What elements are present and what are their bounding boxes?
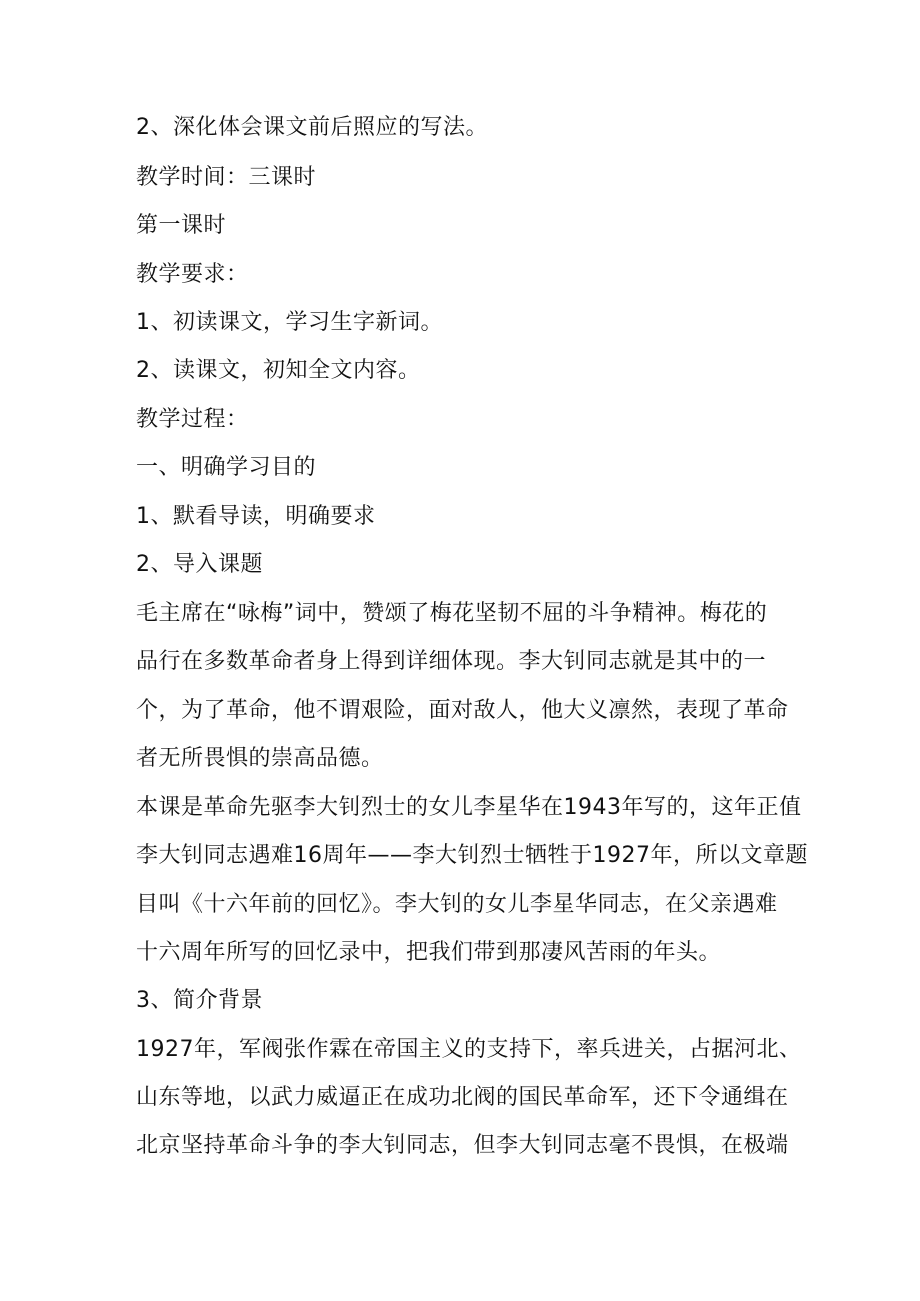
first-lesson-heading: 第一课时	[136, 213, 227, 238]
requirement-2: 2、读课文，初知全文内容。	[136, 358, 421, 383]
paragraph-line: 十六周年所写的回忆录中，把我们带到那凄风苦雨的年头。	[136, 940, 722, 965]
paragraph-line: 北京坚持革命斗争的李大钊同志，但李大钊同志毫不畏惧，在极端	[136, 1133, 789, 1158]
step-1: 1、默看导读，明确要求	[136, 504, 376, 529]
teaching-process: 教学过程：	[136, 407, 249, 432]
paragraph-line: 1927年，军阀张作霖在帝国主义的支持下，率兵进关，占据河北、	[136, 1037, 802, 1062]
requirement-1: 1、初读课文，学习生字新词。	[136, 310, 443, 335]
paragraph-line: 品行在多数革命者身上得到详细体现。李大钊同志就是其中的一	[136, 649, 767, 674]
paragraph-line: 目叫《十六年前的回忆》。李大钊的女儿李星华同志，在父亲遇难	[136, 892, 778, 917]
teaching-time: 教学时间：三课时	[136, 165, 317, 190]
section-1-heading: 一、明确学习目的	[136, 455, 317, 480]
teaching-requirements: 教学要求：	[136, 262, 249, 287]
step-3: 3、简介背景	[136, 988, 263, 1013]
paragraph-line: 本课是革命先驱李大钊烈士的女儿李星华在1943年写的，这年正值	[136, 795, 802, 820]
objective-2: 2、深化体会课文前后照应的写法。	[136, 115, 488, 140]
step-2: 2、导入课题	[136, 552, 263, 577]
paragraph-line: 李大钊同志遇难16周年——李大钊烈士牺牲于1927年，所以文章题	[136, 843, 808, 868]
paragraph-line: 者无所畏惧的崇高品德。	[136, 746, 384, 771]
paragraph-line: 山东等地，以武力威逼正在成功北阀的国民革命军，还下令通缉在	[136, 1085, 789, 1110]
paragraph-line: 毛主席在“咏梅”词中，赞颂了梅花坚韧不屈的斗争精神。梅花的	[136, 601, 768, 626]
paragraph-line: 个，为了革命，他不谓艰险，面对敌人，他大义凛然，表现了革命	[136, 698, 789, 723]
